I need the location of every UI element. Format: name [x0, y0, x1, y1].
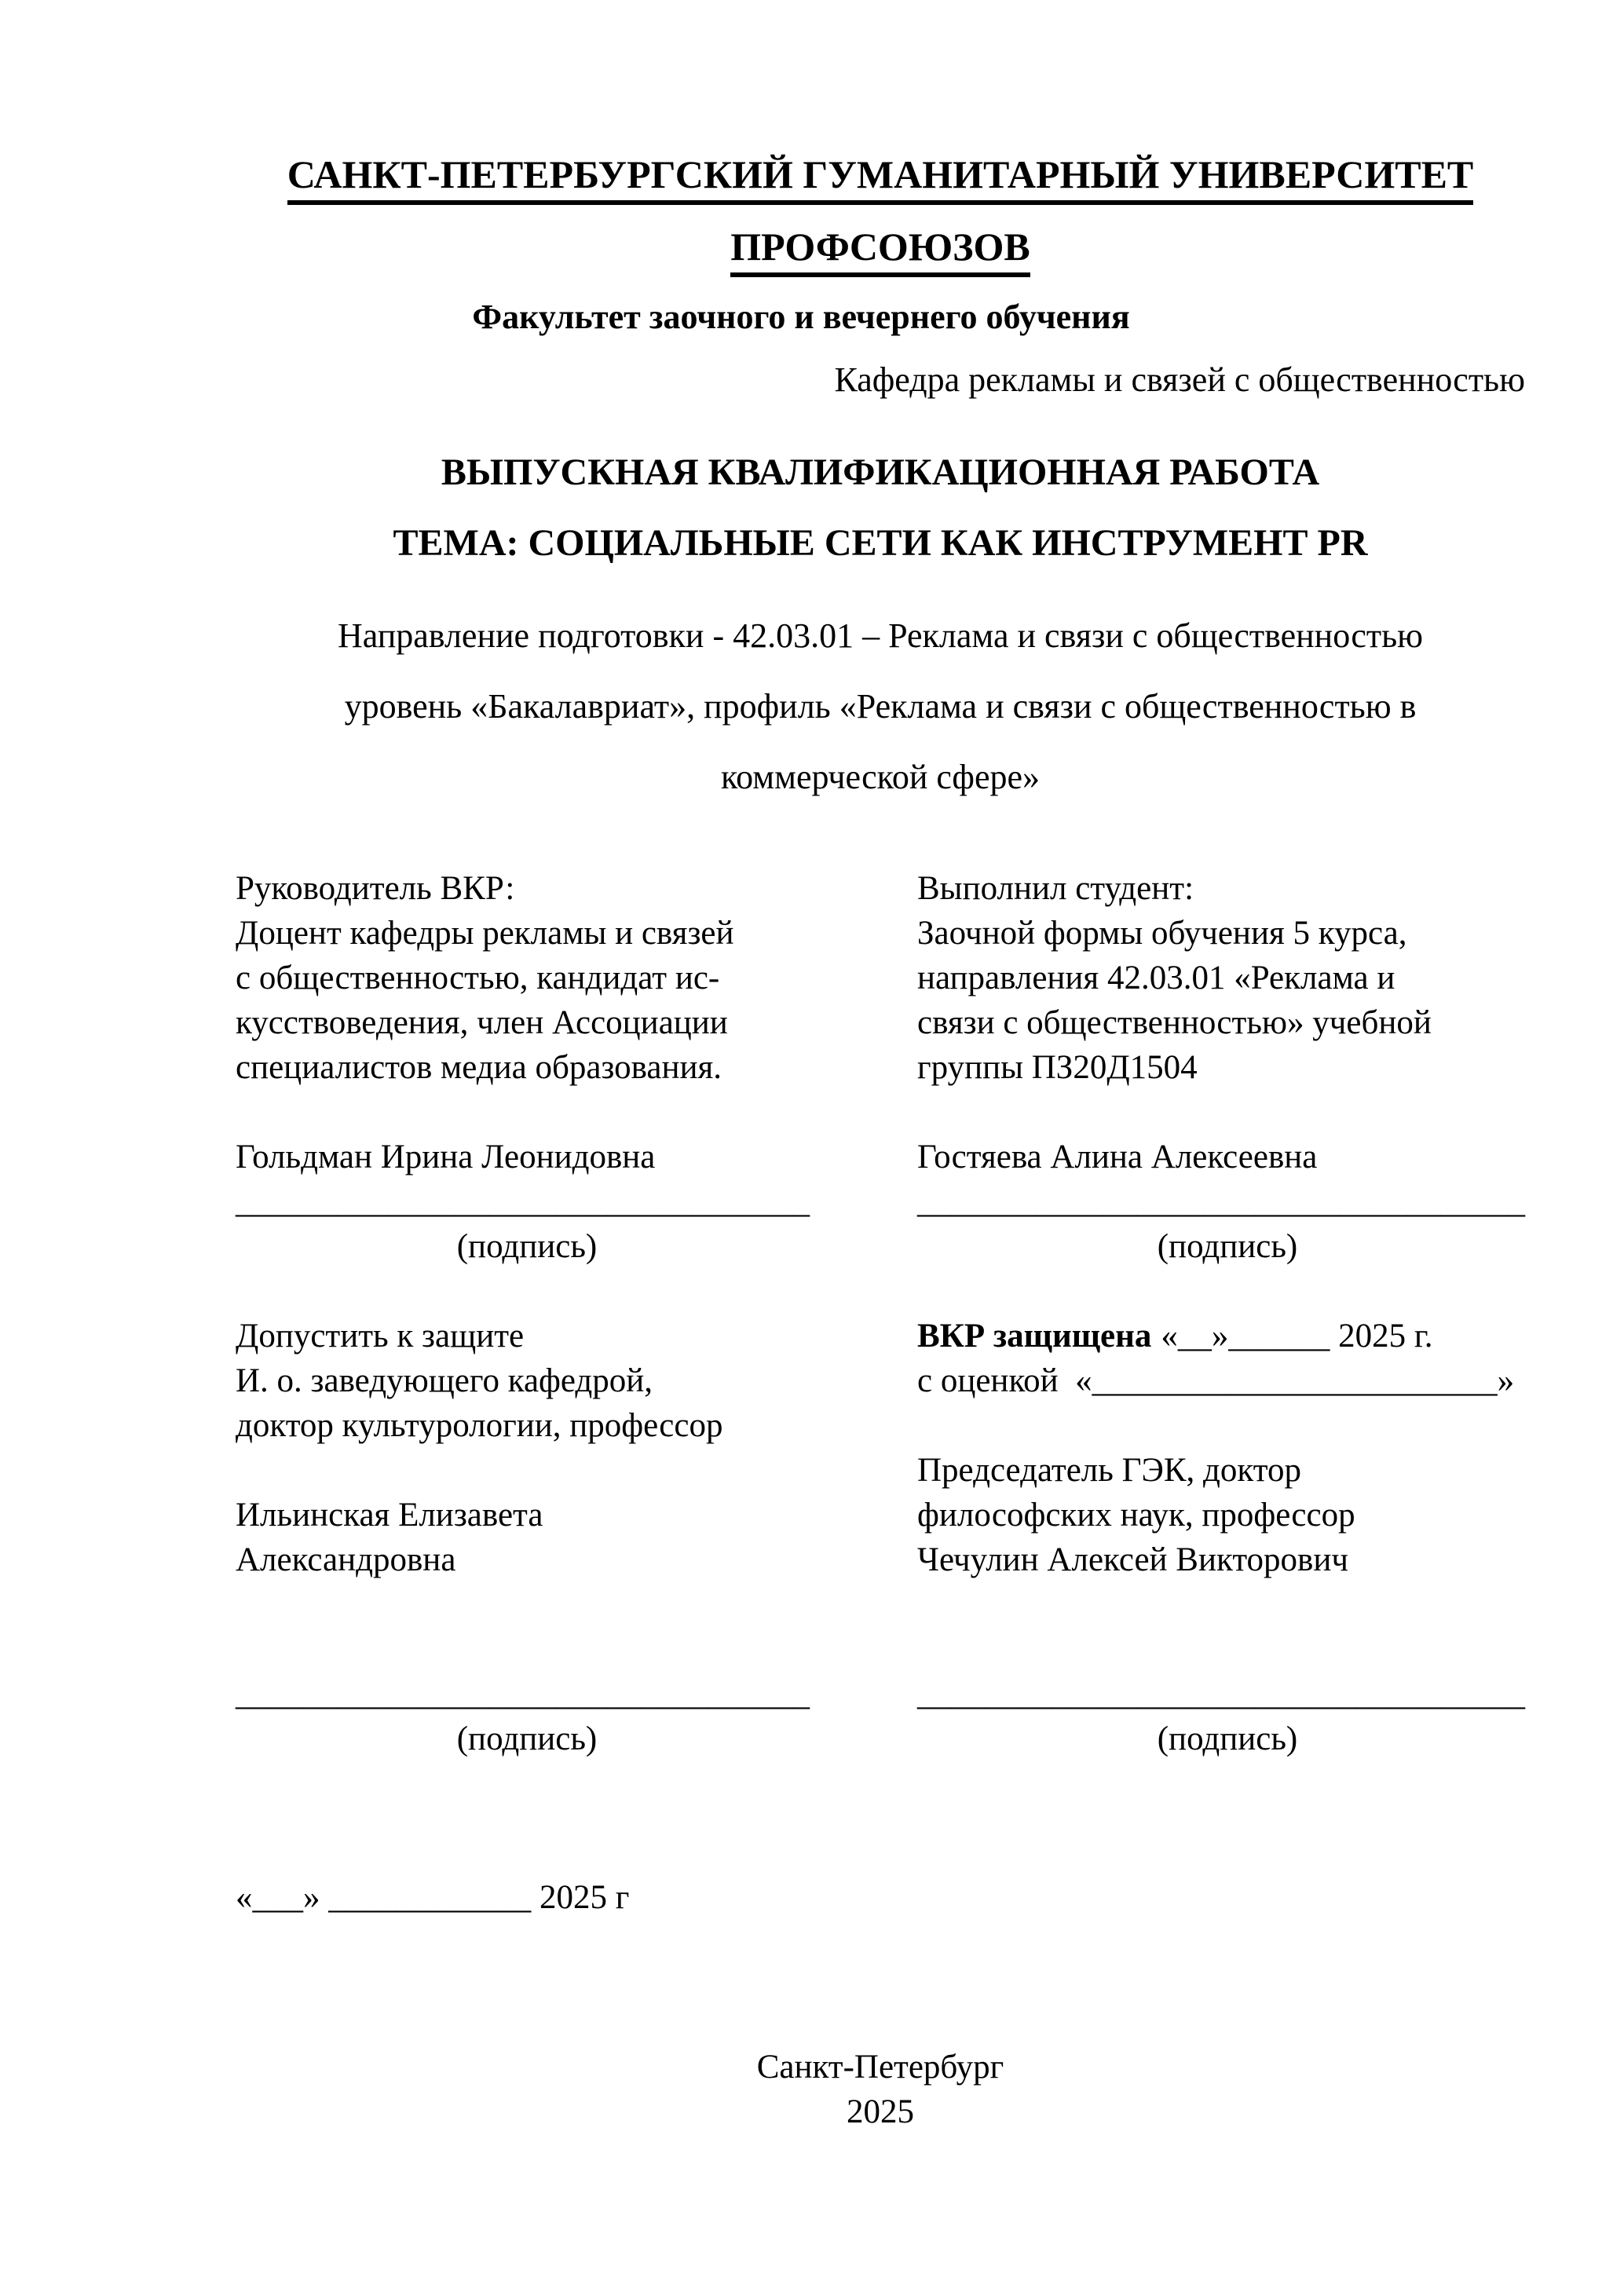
spacer	[236, 1627, 818, 1672]
admission-line: доктор культурологии, профессор	[236, 1407, 723, 1444]
spacer	[236, 1448, 818, 1493]
defense-grade-line: с оценкой «________________________»	[917, 1362, 1515, 1399]
supervisor-desc-line: специалистов медиа образования.	[236, 1049, 722, 1086]
admission-name-line: Ильинская Елизавета	[236, 1497, 543, 1534]
spacer	[917, 1403, 1538, 1448]
supervisor-signature-caption: (подпись)	[456, 1228, 598, 1265]
work-type-title: ВЫПУСКНАЯ КВАЛИФИКАЦИОННАЯ РАБОТА	[441, 452, 1320, 493]
spacer	[236, 1582, 818, 1627]
supervisor-desc-line: кусствоведения, член Ассоциации	[236, 1004, 728, 1041]
admission-name-line: Александровна	[236, 1541, 456, 1578]
admission-signature-line: __________________________________	[236, 1676, 810, 1713]
student-signature-caption: (подпись)	[1157, 1228, 1298, 1265]
university-name-text-1: САНКТ-ПЕТЕРБУРГСКИЙ ГУМАНИТАРНЫЙ УНИВЕРСИТЕТ	[287, 151, 1474, 205]
program-line-1: Направление подготовки - 42.03.01 – Реклама и связи с общественностью	[337, 616, 1424, 655]
university-name-line-2	[236, 223, 1525, 277]
supervisor-label: Руководитель ВКР:	[236, 870, 515, 907]
admission-line: Допустить к защите	[236, 1318, 525, 1355]
chairman-line: Председатель ГЭК, доктор	[917, 1452, 1301, 1489]
supervisor-name: Гольдман Ирина Леонидовна	[236, 1139, 656, 1175]
university-name-line-1	[236, 151, 1525, 205]
city-line: Санкт-Петербург	[756, 2049, 1004, 2086]
university-name-text-2: ПРОФСОЮЗОВ	[730, 223, 1030, 277]
student-desc-line: связи с общественностью» учебной	[917, 1004, 1432, 1041]
defense-signature-line: ____________________________________	[917, 1676, 1525, 1713]
supervisor-desc-line: Доцент кафедры рекламы и связей	[236, 915, 734, 952]
student-desc-line: группы ПЗ20Д1504	[917, 1049, 1198, 1086]
defense-signature-caption: (подпись)	[1157, 1720, 1298, 1757]
left-column	[236, 866, 818, 1761]
faculty-line: Факультет заочного и вечернего обучения	[472, 298, 1130, 336]
defense-defended-rest: «__»______ 2025 г.	[1161, 1318, 1433, 1355]
student-desc-line: Заочной формы обучения 5 курса,	[917, 915, 1407, 952]
work-theme-title: ТЕМА: СОЦИАЛЬНЫЕ СЕТИ КАК ИНСТРУМЕНТ PR	[393, 522, 1368, 564]
year-line: 2025	[847, 2093, 914, 2130]
admission-line: И. о. заведующего кафедрой,	[236, 1362, 653, 1399]
supervisor-desc-line: с общественностью, кандидат ис-	[236, 960, 720, 996]
defense-defended-bold: ВКР защищена	[917, 1318, 1152, 1355]
spacer	[917, 1627, 1538, 1672]
supervisor-signature-line: __________________________________	[236, 1183, 810, 1220]
spacer	[917, 1582, 1538, 1627]
chairman-line: философских наук, профессор	[917, 1497, 1355, 1534]
student-desc-line: направления 42.03.01 «Реклама и	[917, 960, 1395, 996]
spacer	[236, 1269, 818, 1314]
program-line-2: уровень «Бакалавриат», профиль «Реклама и связи с общественностью в	[344, 687, 1417, 726]
spacer	[917, 1269, 1538, 1314]
right-column	[917, 866, 1538, 1761]
student-label: Выполнил студент:	[917, 870, 1194, 907]
defense-defended-line	[917, 1314, 1538, 1358]
date-line: «___» ____________ 2025 г	[236, 1879, 630, 1916]
student-name: Гостяева Алина Алексеевна	[917, 1139, 1318, 1175]
admission-signature-caption: (подпись)	[456, 1720, 598, 1757]
student-signature-line: ____________________________________	[917, 1183, 1525, 1220]
spacer	[236, 1090, 818, 1135]
chairman-line: Чечулин Алексей Викторович	[917, 1541, 1348, 1578]
program-line-3: коммерческой сфере»	[720, 758, 1041, 796]
department-line: Кафедра рекламы и связей с общественностью	[834, 360, 1525, 399]
spacer	[917, 1090, 1538, 1135]
